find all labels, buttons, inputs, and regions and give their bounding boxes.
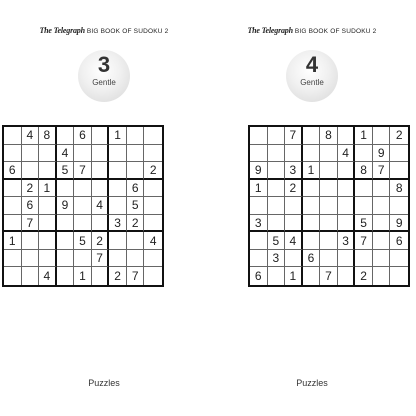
sudoku-cell [268, 267, 286, 285]
sudoku-cell [74, 180, 92, 198]
sudoku-cell: 7 [355, 232, 373, 250]
book-title: BIG BOOK OF SUDOKU 2 [294, 28, 377, 35]
sudoku-cell: 2 [22, 180, 40, 198]
sudoku-cell: 2 [285, 180, 303, 198]
sudoku-cell: 2 [92, 232, 110, 250]
sudoku-cell [355, 197, 373, 215]
sudoku-cell [373, 232, 391, 250]
sudoku-cell: 5 [268, 232, 286, 250]
sudoku-cell [39, 215, 57, 233]
sudoku-cell: 9 [390, 215, 408, 233]
brand-logo: The Telegraph [247, 26, 293, 35]
sudoku-cell [144, 180, 162, 198]
sudoku-cell [57, 180, 75, 198]
sudoku-cell [320, 180, 338, 198]
sudoku-cell: 7 [285, 127, 303, 145]
sudoku-cell: 8 [355, 162, 373, 180]
sudoku-cell: 6 [390, 232, 408, 250]
sudoku-cell: 2 [127, 215, 145, 233]
sudoku-cell [74, 145, 92, 163]
sudoku-cell: 1 [250, 180, 268, 198]
sudoku-cell [285, 197, 303, 215]
page-header [208, 20, 416, 38]
sudoku-cell [109, 145, 127, 163]
puzzle-number: 4 [305, 52, 319, 77]
sudoku-cell [144, 127, 162, 145]
sudoku-cell [127, 250, 145, 268]
sudoku-cell [285, 145, 303, 163]
sudoku-cell: 4 [39, 267, 57, 285]
sudoku-cell [22, 250, 40, 268]
sudoku-cell [127, 232, 145, 250]
sudoku-cell: 4 [22, 127, 40, 145]
sudoku-cell: 1 [303, 162, 321, 180]
puzzle-number: 3 [97, 52, 111, 77]
sudoku-cell [144, 145, 162, 163]
sudoku-cell [109, 180, 127, 198]
sudoku-cell [338, 162, 356, 180]
sudoku-cell: 2 [355, 267, 373, 285]
sudoku-cell [109, 250, 127, 268]
sudoku-cell: 4 [285, 232, 303, 250]
sudoku-cell [4, 197, 22, 215]
sudoku-cell [92, 127, 110, 145]
sudoku-cell: 7 [127, 267, 145, 285]
sudoku-cell [373, 180, 391, 198]
difficulty-label: Gentle [92, 78, 116, 87]
sudoku-cell [39, 250, 57, 268]
sudoku-cell [74, 197, 92, 215]
sudoku-cell [303, 232, 321, 250]
sudoku-cell [303, 127, 321, 145]
sudoku-cell [127, 127, 145, 145]
sudoku-cell: 1 [355, 127, 373, 145]
sudoku-cell [250, 197, 268, 215]
sudoku-cell [92, 145, 110, 163]
sudoku-cell [320, 197, 338, 215]
sudoku-cell [92, 215, 110, 233]
right-page [208, 0, 416, 416]
sudoku-cell [390, 145, 408, 163]
page-header [0, 20, 208, 38]
sudoku-cell [390, 250, 408, 268]
sudoku-cell: 2 [390, 127, 408, 145]
sudoku-cell: 5 [74, 232, 92, 250]
sudoku-cell: 5 [355, 215, 373, 233]
sudoku-cell [285, 215, 303, 233]
sudoku-cell [92, 267, 110, 285]
sudoku-cell [268, 145, 286, 163]
sudoku-cell: 4 [92, 197, 110, 215]
sudoku-cell [22, 232, 40, 250]
difficulty-label: Gentle [300, 78, 324, 87]
sudoku-cell [144, 197, 162, 215]
sudoku-cell [338, 197, 356, 215]
sudoku-cell [373, 127, 391, 145]
sudoku-cell: 4 [57, 145, 75, 163]
sudoku-cell [57, 267, 75, 285]
sudoku-cell [4, 127, 22, 145]
sudoku-cell: 7 [373, 162, 391, 180]
puzzle-badge [286, 50, 338, 102]
sudoku-cell: 7 [92, 250, 110, 268]
sudoku-cell: 6 [4, 162, 22, 180]
sudoku-cell: 5 [57, 162, 75, 180]
sudoku-cell: 1 [109, 127, 127, 145]
sudoku-cell [268, 215, 286, 233]
sudoku-cell [303, 197, 321, 215]
sudoku-cell: 1 [285, 267, 303, 285]
sudoku-cell: 9 [250, 162, 268, 180]
sudoku-cell [268, 180, 286, 198]
sudoku-cell [268, 197, 286, 215]
sudoku-cell [338, 127, 356, 145]
sudoku-cell [390, 197, 408, 215]
sudoku-cell: 6 [127, 180, 145, 198]
sudoku-cell [127, 162, 145, 180]
sudoku-cell [373, 197, 391, 215]
sudoku-cell: 8 [39, 127, 57, 145]
sudoku-cell [57, 232, 75, 250]
sudoku-cell [268, 127, 286, 145]
sudoku-cell [144, 267, 162, 285]
sudoku-cell [109, 232, 127, 250]
sudoku-cell [39, 197, 57, 215]
sudoku-cell [4, 180, 22, 198]
sudoku-cell: 7 [74, 162, 92, 180]
sudoku-cell [303, 267, 321, 285]
sudoku-grid [248, 125, 410, 287]
sudoku-cell [109, 197, 127, 215]
sudoku-cell [127, 145, 145, 163]
sudoku-cell [373, 250, 391, 268]
sudoku-cell [390, 162, 408, 180]
sudoku-cell: 7 [320, 267, 338, 285]
sudoku-cell [57, 215, 75, 233]
sudoku-cell [320, 145, 338, 163]
sudoku-cell [109, 162, 127, 180]
sudoku-cell: 6 [303, 250, 321, 268]
sudoku-cell [303, 215, 321, 233]
sudoku-cell [268, 162, 286, 180]
sudoku-cell [39, 232, 57, 250]
sudoku-cell [39, 162, 57, 180]
sudoku-cell [303, 180, 321, 198]
sudoku-cell [338, 267, 356, 285]
sudoku-cell [4, 267, 22, 285]
sudoku-cell [92, 180, 110, 198]
sudoku-cell: 3 [338, 232, 356, 250]
sudoku-cell [4, 250, 22, 268]
sudoku-cell: 3 [268, 250, 286, 268]
brand-logo: The Telegraph [39, 26, 85, 35]
sudoku-cell: 2 [144, 162, 162, 180]
sudoku-cell [250, 232, 268, 250]
sudoku-cell: 4 [338, 145, 356, 163]
sudoku-cell: 1 [39, 180, 57, 198]
sudoku-cell [338, 215, 356, 233]
sudoku-cell [390, 267, 408, 285]
sudoku-cell [303, 145, 321, 163]
sudoku-cell [250, 127, 268, 145]
sudoku-cell [285, 250, 303, 268]
sudoku-cell: 6 [250, 267, 268, 285]
sudoku-cell [250, 145, 268, 163]
sudoku-cell [373, 215, 391, 233]
sudoku-cell [74, 215, 92, 233]
sudoku-cell [92, 162, 110, 180]
sudoku-cell: 2 [109, 267, 127, 285]
sudoku-cell: 3 [250, 215, 268, 233]
sudoku-cell [250, 250, 268, 268]
book-title: BIG BOOK OF SUDOKU 2 [86, 28, 169, 35]
sudoku-cell: 1 [4, 232, 22, 250]
sudoku-cell [338, 180, 356, 198]
sudoku-cell: 6 [22, 197, 40, 215]
sudoku-cell: 3 [109, 215, 127, 233]
sudoku-cell: 7 [22, 215, 40, 233]
sudoku-cell [338, 250, 356, 268]
sudoku-cell: 4 [144, 232, 162, 250]
sudoku-cell [22, 267, 40, 285]
sudoku-cell [320, 215, 338, 233]
sudoku-cell [144, 250, 162, 268]
sudoku-cell: 9 [57, 197, 75, 215]
sudoku-cell: 5 [127, 197, 145, 215]
page-footer: Puzzles [88, 378, 120, 388]
sudoku-cell [22, 162, 40, 180]
sudoku-cell [355, 180, 373, 198]
sudoku-cell [320, 232, 338, 250]
sudoku-cell [74, 250, 92, 268]
sudoku-cell: 8 [390, 180, 408, 198]
sudoku-cell [22, 145, 40, 163]
sudoku-cell [355, 250, 373, 268]
puzzle-badge [78, 50, 130, 102]
sudoku-cell [320, 250, 338, 268]
sudoku-cell [320, 162, 338, 180]
sudoku-cell: 9 [373, 145, 391, 163]
sudoku-cell [57, 250, 75, 268]
sudoku-cell [57, 127, 75, 145]
sudoku-grid [2, 125, 164, 287]
sudoku-cell [373, 267, 391, 285]
sudoku-cell: 1 [74, 267, 92, 285]
sudoku-cell [39, 145, 57, 163]
sudoku-cell [4, 215, 22, 233]
sudoku-cell [355, 145, 373, 163]
page-footer: Puzzles [296, 378, 328, 388]
sudoku-cell: 6 [74, 127, 92, 145]
sudoku-cell [4, 145, 22, 163]
sudoku-cell: 8 [320, 127, 338, 145]
sudoku-cell [144, 215, 162, 233]
sudoku-cell: 3 [285, 162, 303, 180]
